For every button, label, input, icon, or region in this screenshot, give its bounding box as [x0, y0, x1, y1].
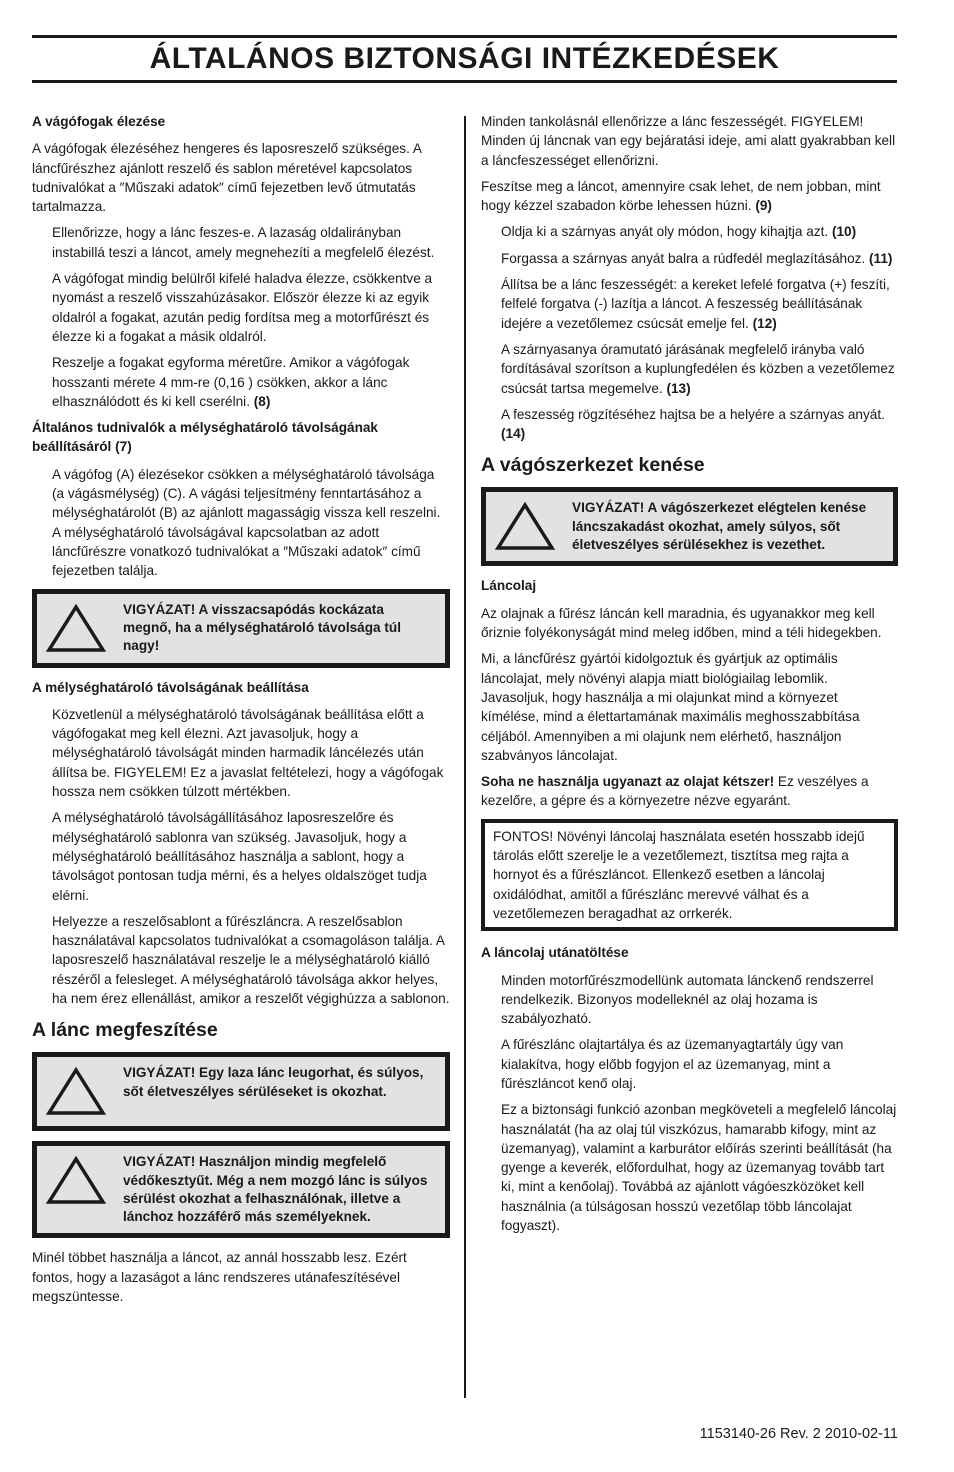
- paragraph: [32, 353, 450, 411]
- paragraph-text: Feszítse meg a láncot, amennyire csak lehet, de nem jobban, mint hogy kézzel szabadon körbe lehessen húzni.: [481, 178, 881, 214]
- warning-box: [481, 487, 898, 566]
- warning-triangle-icon: [45, 1154, 107, 1206]
- figure-ref: (13): [666, 380, 691, 396]
- important-note-box: FONTOS! Növényi láncolaj használata esetén hosszabb idejű tárolás előtt szerelje le a vezetőlemezt, tisztítsa meg rajta a hornyot és a fűrészláncot. Ellenkező esetben a láncolaj oxidálódhat, amitől a fűrészlánc merevvé válhat és a vezetőlemezen beragadhat az orrkerék.: [481, 819, 898, 931]
- paragraph-text: A feszesség rögzítéséhez hajtsa be a helyére a szárnyas anyát.: [501, 406, 885, 422]
- figure-ref: (8): [253, 393, 271, 409]
- subheading-depth-gauge-setting: A mélységhatároló távolságának beállítása: [32, 679, 309, 695]
- subheading-chain-oil: Láncolaj: [481, 578, 537, 594]
- subheading-sharpening: A vágófogak élezése: [32, 114, 166, 129]
- figure-ref: (10): [831, 224, 857, 240]
- paragraph: Közvetlenül a mélységhatároló távolságának beállítása előtt a vágófogakat meg kell élezni. Azt javasoljuk, hogy a mélységhatároló távolságát minden harmadik láncélezés után állítsa be. FIGYELEM! Ez a javaslat feltételezi, hogy a vágófogak hossza nem csökken túlzott mértékben.: [52, 706, 444, 800]
- subheading-depth-gauge-general: Általános tudnivalók a mélységhatároló távolságának beállításáról (7): [32, 420, 378, 455]
- left-column: [32, 112, 450, 1313]
- paragraph: Helyezze a reszelősablont a fűrészláncra. A reszelősablon használatával kapcsolatos tudnivalókat a csomagoláson találja. A laposreszelő használatával reszelje le a mélységhatároló kiálló részéről a felesleget. A mélységhatároló távolsága akkor helyes, ha nem érez ellenállást, amikor a reszelőt végighúzza a sablonon.: [52, 913, 450, 1006]
- paragraph: A fűrészlánc olajtartálya és az üzemanyagtartály úgy van kialakítva, hogy előbb fogyjon el az üzemanyag, mint a fűrészláncot kenő olaj.: [501, 1037, 844, 1091]
- figure-ref: (11): [869, 250, 893, 266]
- paragraph: Minden motorfűrészmodellünk automata lánckenő rendszerrel rendelkezik. Bizonyos modelleknél az olaj hozama is szabályozható.: [501, 972, 874, 1027]
- section-heading-lubrication: A vágószerkezet kenése: [481, 454, 705, 477]
- paragraph: [481, 340, 898, 398]
- paragraph: [481, 177, 898, 216]
- section-heading-chain-tension: A lánc megfeszítése: [32, 1019, 218, 1042]
- paragraph: [481, 772, 898, 811]
- paragraph: [481, 249, 898, 268]
- warning-triangle-icon: [45, 602, 107, 654]
- paragraph: Ez a biztonsági funkció azonban megköveteli a megfelelő láncolaj használatát (ha az olaj túl viszkózus, hamarabb kifogy, mint az üzemanyag), valamint a karburátor előírás szerinti beállítását (ha gyenge a keverék, előfordulhat, hogy az üzemanyag tovább tart ki, mint a kenőolaj). Továbbá az ajánlott vágóeszközöket kell használnia (a túlságosan hosszú vezetőlap több láncolajat fogyaszt).: [501, 1102, 897, 1234]
- paragraph: Mi, a láncfűrész gyártói kidolgoztuk és gyártjuk az optimális láncolajat, mely növényi alapja miatt biológiailag lebomlik. Javasoljuk, hogy használja a mi olajunkat mind a környezet kímélése, mind a élettartamának maximális meghosszabbítása céljából. Amennyiben a mi olajunk nem elérhető, használjon szabványos láncolajat.: [481, 651, 860, 763]
- warning-text: VIGYÁZAT! A visszacsapódás kockázata megnő, ha a mélységhatároló távolsága túl nagy!: [123, 601, 401, 654]
- warning-box: [32, 589, 450, 668]
- right-column: [481, 112, 898, 1242]
- title-rule-bottom: [32, 80, 897, 83]
- warning-text: VIGYÁZAT! A vágószerkezet elégtelen kenése láncszakadást okozhat, amely súlyos, sőt életveszélyes sérülésekhez is vezethet.: [572, 500, 867, 553]
- paragraph-text: Forgassa a szárnyas anyát balra a rúdfedél meglazításához.: [501, 250, 866, 266]
- figure-ref: (9): [755, 198, 772, 214]
- paragraph-text: A szárnyasanya óramutató járásának megfelelő irányba való fordításával szorítson a kuplungfedélen és közben a vezetőlemez csúcsát tartsa megemelve.: [501, 341, 895, 396]
- document-id: 1153140-26 Rev. 2 2010-02-11: [699, 1426, 898, 1442]
- paragraph: [481, 222, 898, 241]
- paragraph-text: Állítsa be a lánc feszességét: a kereket lefelé forgatva (+) feszíti, felfelé forgatva (-) lazítja a láncot. A feszesség beállításának idejére a vezetőlemez csúcsát emelje fel.: [501, 277, 890, 331]
- paragraph: [481, 275, 898, 333]
- paragraph: Az olajnak a fűrész láncán kell maradnia, és ugyanakkor meg kell őriznie folyékonyságát mind meleg időben, mind a téli hidegekben.: [481, 605, 882, 641]
- warning-text: VIGYÁZAT! Egy laza lánc leugorhat, és súlyos, sőt életveszélyes sérüléseket is okozhat.: [123, 1065, 424, 1099]
- paragraph: Ellenőrizze, hogy a lánc feszes-e. A lazaság oldalirányban instabillá teszi a láncot, amely megnehezíti a megfelelő élezést.: [52, 225, 435, 260]
- paragraph: [481, 405, 898, 444]
- warning-triangle-icon: [494, 500, 556, 552]
- paragraph: A vágófog (A) élezésekor csökken a mélységhatároló távolsága (a vágásmélység) (C). A vágási teljesítmény fenntartásához a mélységhatárolót (B) az ajánlott magasságig vissza kell reszelni. A mélységhatároló távolságával kapcsolatban az adott láncfűrészre vonatkozó tudnivalókat a ″Műszaki adatok″ című fejezetben találja.: [52, 466, 441, 579]
- figure-ref: (12): [752, 315, 777, 331]
- paragraph-bold-text: Soha ne használja ugyanazt az olajat kétszer!: [481, 774, 775, 790]
- paragraph-text: Reszelje a fogakat egyforma méretűre. Amikor a vágófogak hosszanti mérete 4 mm-re (0,16 ) csökken, akkor a lánc elhasználódott és ki kell cserélni.: [52, 355, 410, 409]
- paragraph-text: Oldja ki a szárnyas anyát oly módon, hogy kihajtja azt.: [501, 224, 829, 240]
- warning-box: [32, 1052, 450, 1131]
- paragraph: A vágófogak élezéséhez hengeres és laposreszelő szükséges. A láncfűrészhez ajánlott reszelő és sablon méretével kapcsolatos tudnivalókat a ″Műszaki adatok″ című fejezetben levő útmutatás tartalmazza.: [32, 141, 422, 215]
- page-title: ÁLTALÁNOS BIZTONSÁGI INTÉZKEDÉSEK: [149, 42, 780, 75]
- subheading-oil-refill: A láncolaj utánatöltése: [481, 945, 629, 961]
- paragraph: A mélységhatároló távolságállításához laposreszelőre és mélységhatároló sablonra van szükség. Javasoljuk, hogy a mélységhatároló beállításához használja a sablont, hogy a távolságot pontosan tudja mérni, és a helyes oldalszöget tudja elérni.: [52, 810, 427, 903]
- paragraph-text: Ez veszélyes a kezelőre, a gépre és a környezetre nézve egyaránt.: [481, 774, 869, 809]
- warning-box: [32, 1141, 450, 1238]
- paragraph: Minden tankolásnál ellenőrizze a lánc feszességét. FIGYELEM! Minden új láncnak van egy bejáratási ideje, ami alatt gyakrabban kell a láncfeszességet ellenőrizni.: [481, 114, 896, 168]
- paragraph: A vágófogat mindig belülről kifelé haladva élezze, csökkentve a nyomást a reszelő visszahúzásakor. Először élezze ki az egyik oldalról a fogakat, azután pedig fordítsa meg a motorfűrészt és élezze ki a fogakat a másik oldalról.: [52, 271, 433, 344]
- warning-text: VIGYÁZAT! Használjon mindig megfelelő védőkesztyűt. Még a nem mozgó lánc is súlyos sérülést okozhat a felhasználónak, illetve a lánchoz hozzáférő más személyeknek.: [123, 1154, 428, 1225]
- figure-ref: (14): [501, 426, 526, 442]
- paragraph: Minél többet használja a láncot, az annál hosszabb lesz. Ezért fontos, hogy a lazaságot a lánc rendszeres utánafeszítésével megszüntesse.: [32, 1250, 407, 1305]
- warning-triangle-icon: [45, 1065, 107, 1117]
- column-divider: [464, 116, 466, 1398]
